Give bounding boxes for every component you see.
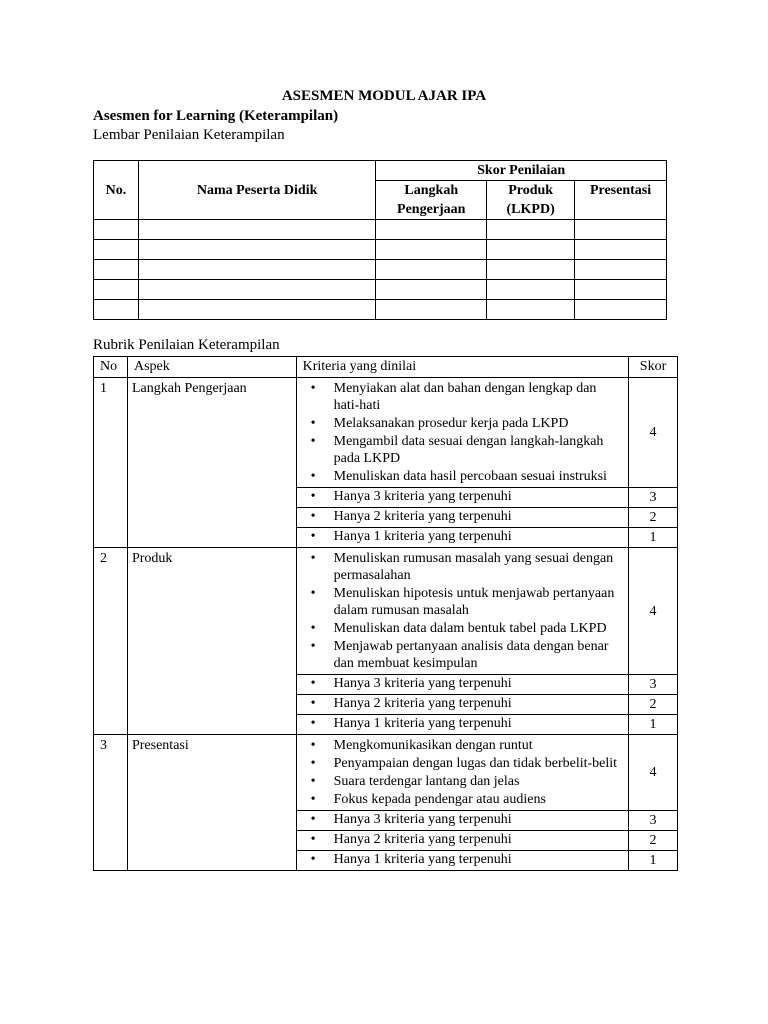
rubric-criteria-cell [296,735,628,811]
criteria-item: • Menjawab pertanyaan analisis data dengan benar dan membuat kesimpulan [297,638,628,672]
score-entry-cell[interactable] [376,280,487,300]
score-sheet-table [93,160,667,320]
col-name-header: Nama Peserta Didik [138,161,375,220]
rubric-aspect: Presentasi [127,735,296,871]
rubric-score: 4 [629,548,678,675]
score-entry-cell[interactable] [575,220,667,240]
rubric-level-score: 2 [629,695,678,715]
criteria-item: • Menuliskan hipotesis untuk menjawab pertanyaan dalam rumusan masalah [297,585,628,619]
score-entry-cell[interactable] [94,220,139,240]
criteria-item: • Penyampaian dengan lugas dan tidak berbelit-belit [297,755,628,772]
score-entry-cell[interactable] [94,240,139,260]
level-item: • Hanya 2 kriteria yang terpenuhi [297,508,628,525]
rubric-header-row [94,357,678,378]
score-entry-cell[interactable] [575,260,667,280]
score-entry-cell[interactable] [138,220,375,240]
score-entry-cell[interactable] [575,280,667,300]
rubric-criteria-cell [296,378,628,488]
score-entry-cell[interactable] [138,300,375,320]
rubric-section-number: 3 [94,735,128,871]
criteria-item: • Menuliskan data dalam bentuk tabel pada LKPD [297,620,628,637]
rubric-level-score: 3 [629,488,678,508]
score-entry-cell[interactable] [487,280,575,300]
rubric-section-number: 2 [94,548,128,735]
rubric-col-kriteria: Kriteria yang dinilai [296,357,628,378]
rubric-level-score: 1 [629,851,678,871]
score-entry-row [94,300,667,320]
rubric-table [93,356,678,871]
score-entry-cell[interactable] [487,260,575,280]
rubric-score: 4 [629,735,678,811]
rubric-level-score: 3 [629,811,678,831]
score-group-header: Skor Penilaian [376,161,667,181]
score-entry-row [94,280,667,300]
score-entry-cell[interactable] [94,260,139,280]
score-entry-cell[interactable] [487,220,575,240]
score-entry-row [94,240,667,260]
criteria-item: • Menyiakan alat dan bahan dengan lengkap dan hati-hati [297,380,628,414]
score-entry-cell[interactable] [94,300,139,320]
rubric-aspect: Produk [127,548,296,735]
rubric-level-criteria [296,675,628,695]
rubric-level-criteria [296,811,628,831]
level-item: • Hanya 3 kriteria yang terpenuhi [297,675,628,692]
criteria-item: • Mengambil data sesuai dengan langkah-langkah pada LKPD [297,433,628,467]
rubric-section-number: 1 [94,378,128,548]
rubric-level-criteria [296,488,628,508]
rubric-col-aspek: Aspek [127,357,296,378]
rubric-level-criteria [296,715,628,735]
rubric-title: Rubrik Penilaian Keterampilan [93,337,280,353]
score-entry-cell[interactable] [138,280,375,300]
rubric-level-criteria [296,528,628,548]
score-entry-cell[interactable] [575,240,667,260]
rubric-col-skor: Skor [629,357,678,378]
rubric-section-row [94,378,678,488]
rubric-level-score: 3 [629,675,678,695]
criteria-item: • Menuliskan data hasil percobaan sesuai instruksi [297,468,628,485]
score-entry-cell[interactable] [376,240,487,260]
rubric-level-score: 2 [629,831,678,851]
rubric-section-row [94,735,678,811]
rubric-level-criteria [296,851,628,871]
score-entry-cell[interactable] [487,300,575,320]
level-item: • Hanya 2 kriteria yang terpenuhi [297,831,628,848]
score-entry-cell[interactable] [94,280,139,300]
criteria-item: • Suara terdengar lantang dan jelas [297,773,628,790]
document-title: ASESMEN MODUL AJAR IPA [281,88,487,104]
level-item: • Hanya 2 kriteria yang terpenuhi [297,695,628,712]
rubric-level-score: 1 [629,528,678,548]
col-langkah-header: Langkah Pengerjaan [376,181,487,220]
score-entry-cell[interactable] [376,300,487,320]
level-item: • Hanya 1 kriteria yang terpenuhi [297,851,628,868]
score-entry-row [94,260,667,280]
assessment-subtitle: Asesmen for Learning (Keterampilan) [93,108,339,124]
score-entry-cell[interactable] [487,240,575,260]
level-item: • Hanya 1 kriteria yang terpenuhi [297,528,628,545]
col-produk-header: Produk (LKPD) [487,181,575,220]
rubric-col-no: No [94,357,128,378]
level-item: • Hanya 1 kriteria yang terpenuhi [297,715,628,732]
rubric-level-criteria [296,508,628,528]
score-entry-cell[interactable] [376,260,487,280]
col-no-header: No. [94,161,139,220]
sheet-title: Lembar Penilaian Keterampilan [93,127,285,143]
rubric-criteria-cell [296,548,628,675]
criteria-item: • Melaksanakan prosedur kerja pada LKPD [297,415,628,432]
score-entry-cell[interactable] [376,220,487,240]
score-entry-cell[interactable] [138,240,375,260]
level-item: • Hanya 3 kriteria yang terpenuhi [297,811,628,828]
rubric-aspect: Langkah Pengerjaan [127,378,296,548]
level-item: • Hanya 3 kriteria yang terpenuhi [297,488,628,505]
criteria-item: • Mengkomunikasikan dengan runtut [297,737,628,754]
criteria-item: • Menuliskan rumusan masalah yang sesuai dengan permasalahan [297,550,628,584]
score-entry-cell[interactable] [138,260,375,280]
rubric-level-criteria [296,695,628,715]
rubric-score: 4 [629,378,678,488]
col-presentasi-header: Presentasi [575,181,667,220]
rubric-level-criteria [296,831,628,851]
rubric-level-score: 1 [629,715,678,735]
score-entry-cell[interactable] [575,300,667,320]
rubric-section-row [94,548,678,675]
score-entry-row [94,220,667,240]
rubric-level-score: 2 [629,508,678,528]
criteria-item: • Fokus kepada pendengar atau audiens [297,791,628,808]
